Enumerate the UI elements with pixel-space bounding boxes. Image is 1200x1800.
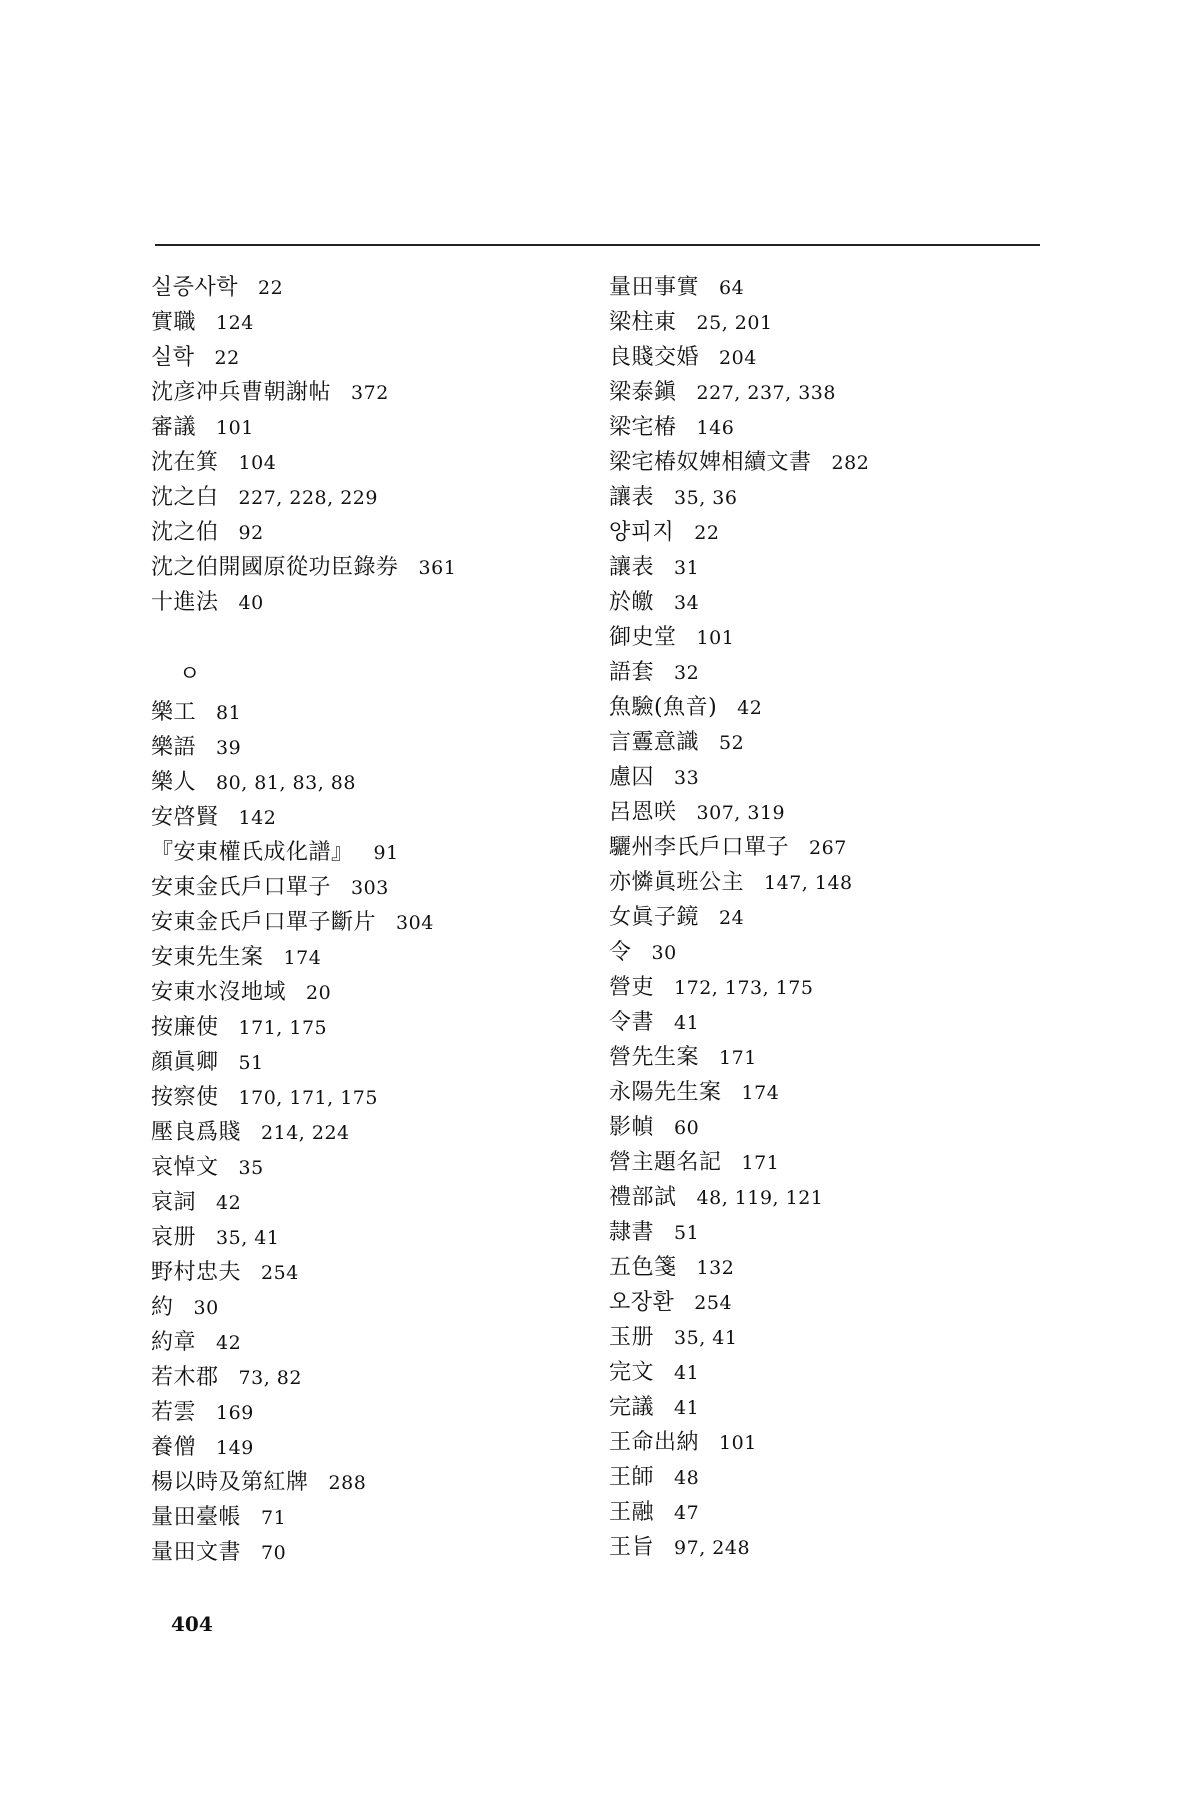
index-term: 王命出納 xyxy=(609,1430,700,1455)
page-references: 169 xyxy=(216,1402,254,1424)
index-term: 哀册 xyxy=(151,1225,197,1250)
page-references: 174 xyxy=(741,1082,780,1104)
page-references: 204 xyxy=(719,347,757,369)
page-references: 288 xyxy=(328,1472,367,1494)
page-references: 31 xyxy=(674,557,700,579)
index-term: 梁宅椿 xyxy=(609,415,677,440)
page-references: 304 xyxy=(396,912,434,934)
page-references: 30 xyxy=(193,1297,219,1319)
page-references: 60 xyxy=(674,1117,700,1139)
page-references: 25, 201 xyxy=(696,312,773,334)
index-term: 禮部試 xyxy=(609,1185,677,1210)
index-entry xyxy=(609,270,1079,305)
index-term: 營吏 xyxy=(609,975,655,1000)
index-term: 十進法 xyxy=(151,590,219,615)
index-term: 令書 xyxy=(609,1010,655,1035)
page-references: 42 xyxy=(216,1192,242,1214)
index-term: 樂語 xyxy=(151,735,197,760)
index-entry xyxy=(609,375,1079,410)
index-entry xyxy=(151,1535,581,1570)
index-entry xyxy=(151,1150,581,1185)
index-term: 五色箋 xyxy=(609,1255,677,1280)
page-references: 35 xyxy=(238,1157,264,1179)
page-references: 307, 319 xyxy=(696,802,786,824)
index-term: 按察使 xyxy=(151,1085,219,1110)
index-term: 呂恩咲 xyxy=(609,800,677,825)
index-term: 王融 xyxy=(609,1500,655,1525)
index-term: 量田事實 xyxy=(609,275,700,300)
index-entry xyxy=(609,1145,1079,1180)
index-entry xyxy=(609,690,1079,725)
page-references: 41 xyxy=(674,1362,700,1384)
index-column-left xyxy=(151,270,581,1570)
index-term: 安東金氏戶口單子 xyxy=(151,875,332,900)
index-entry xyxy=(609,970,1079,1005)
page-references: 361 xyxy=(418,557,457,579)
page-references: 104 xyxy=(238,452,277,474)
page-references: 32 xyxy=(674,662,700,684)
page-references: 24 xyxy=(719,907,745,929)
index-term: 約章 xyxy=(151,1330,197,1355)
page-references: 91 xyxy=(373,842,399,864)
index-term: 安啓賢 xyxy=(151,805,219,830)
index-term: 魚驗(魚音) xyxy=(609,695,718,720)
page-references: 174 xyxy=(283,947,322,969)
index-term: 실증사학 xyxy=(151,275,239,300)
index-term: 御史堂 xyxy=(609,625,677,650)
page-references: 101 xyxy=(696,627,735,649)
index-entry xyxy=(609,1390,1079,1425)
index-entry xyxy=(151,270,581,305)
page-references: 171, 175 xyxy=(238,1017,328,1039)
index-entry xyxy=(151,940,581,975)
page-references: 48, 119, 121 xyxy=(696,1187,824,1209)
index-term: 亦憐眞班公主 xyxy=(609,870,745,895)
index-term: 營先生案 xyxy=(609,1045,700,1070)
page-references: 22 xyxy=(694,522,720,544)
index-term: 沈之白 xyxy=(151,485,219,510)
index-entry xyxy=(151,340,581,375)
page-references: 51 xyxy=(238,1052,264,1074)
page-references: 35, 41 xyxy=(674,1327,738,1349)
index-term: 沈之伯開國原從功臣錄券 xyxy=(151,555,399,580)
page-references: 92 xyxy=(238,522,264,544)
index-entry xyxy=(609,305,1079,340)
page-references: 41 xyxy=(674,1012,700,1034)
index-entry xyxy=(151,515,581,550)
index-entry xyxy=(609,795,1079,830)
index-entry xyxy=(151,695,581,730)
index-entry xyxy=(609,410,1079,445)
page-references: 149 xyxy=(216,1437,254,1459)
index-term: 慮囚 xyxy=(609,765,655,790)
index-term: 影幀 xyxy=(609,1115,655,1140)
index-entry xyxy=(609,760,1079,795)
index-term: 令 xyxy=(609,940,632,965)
page-references: 267 xyxy=(809,837,847,859)
index-entry xyxy=(609,1460,1079,1495)
index-term: 隷書 xyxy=(609,1220,655,1245)
index-entry xyxy=(151,1115,581,1150)
index-entry xyxy=(151,410,581,445)
page-number: 404 xyxy=(171,1612,213,1636)
index-entry xyxy=(151,1395,581,1430)
page-references: 142 xyxy=(238,807,277,829)
index-term: 女眞子鏡 xyxy=(609,905,700,930)
index-entry xyxy=(151,835,581,870)
index-term: 野村忠夫 xyxy=(151,1260,242,1285)
index-term: 沈之伯 xyxy=(151,520,219,545)
index-entry xyxy=(609,1005,1079,1040)
page-references: 303 xyxy=(351,877,389,899)
page-references: 146 xyxy=(696,417,735,439)
page-references: 71 xyxy=(261,1507,287,1529)
page-references: 52 xyxy=(719,732,745,754)
index-term: 樂工 xyxy=(151,700,197,725)
page-references: 22 xyxy=(214,347,240,369)
page-references: 47 xyxy=(674,1502,700,1524)
index-entry xyxy=(151,445,581,480)
index-term: 玉册 xyxy=(609,1325,655,1350)
index-term: 按廉使 xyxy=(151,1015,219,1040)
index-term: 完文 xyxy=(609,1360,655,1385)
index-entry xyxy=(151,480,581,515)
page-references: 254 xyxy=(694,1292,733,1314)
index-entry xyxy=(609,655,1079,690)
page-references: 171 xyxy=(741,1152,780,1174)
index-term: 梁宅椿奴婢相續文書 xyxy=(609,450,812,475)
page-references: 172, 173, 175 xyxy=(674,977,814,999)
page-references: 42 xyxy=(737,697,763,719)
page-references: 51 xyxy=(674,1222,700,1244)
index-term: 量田文書 xyxy=(151,1540,242,1565)
index-entry xyxy=(609,515,1079,550)
page-references: 48 xyxy=(674,1467,700,1489)
index-term: 量田臺帳 xyxy=(151,1505,242,1530)
page-references: 20 xyxy=(306,982,332,1004)
index-entry xyxy=(151,1010,581,1045)
index-term: 王旨 xyxy=(609,1535,655,1560)
index-term: 安東水沒地域 xyxy=(151,980,287,1005)
index-entry xyxy=(151,1465,581,1500)
page-references: 39 xyxy=(216,737,242,759)
page-references: 42 xyxy=(216,1332,242,1354)
index-term: 楊以時及第紅牌 xyxy=(151,1470,309,1495)
page-references: 35, 41 xyxy=(216,1227,280,1249)
index-entry xyxy=(151,975,581,1010)
index-entry xyxy=(609,550,1079,585)
index-term: 安東先生案 xyxy=(151,945,264,970)
index-entry xyxy=(151,1360,581,1395)
page-references: 171 xyxy=(719,1047,757,1069)
index-entry xyxy=(609,1285,1079,1320)
page-references: 147, 148 xyxy=(764,872,853,894)
index-term: 梁柱東 xyxy=(609,310,677,335)
page-references: 227, 228, 229 xyxy=(238,487,378,509)
index-term: 若木郡 xyxy=(151,1365,219,1390)
index-entry xyxy=(609,900,1079,935)
index-term: 梁泰鎭 xyxy=(609,380,677,405)
page-references: 34 xyxy=(674,592,700,614)
section-letter-heading: ㅇ xyxy=(179,662,201,687)
index-entry xyxy=(609,865,1079,900)
index-entry xyxy=(609,725,1079,760)
index-term: 哀悼文 xyxy=(151,1155,219,1180)
index-entry xyxy=(609,1110,1079,1145)
index-entry xyxy=(151,1325,581,1360)
index-entry xyxy=(609,830,1079,865)
page-references: 101 xyxy=(719,1432,757,1454)
index-term: 安東金氏戶口單子斷片 xyxy=(151,910,377,935)
index-term: 若雲 xyxy=(151,1400,197,1425)
page-references: 41 xyxy=(674,1397,700,1419)
page-references: 80, 81, 83, 88 xyxy=(216,772,356,794)
index-entry xyxy=(151,305,581,340)
index-entry xyxy=(151,1500,581,1535)
section-spacer xyxy=(151,620,581,655)
index-entry xyxy=(151,585,581,620)
index-term: 顔眞卿 xyxy=(151,1050,219,1075)
index-entry xyxy=(609,935,1079,970)
index-entry xyxy=(609,620,1079,655)
page-references: 73, 82 xyxy=(238,1367,302,1389)
index-term: 讓表 xyxy=(609,485,655,510)
header-rule xyxy=(155,244,1040,246)
index-term: 良賤交婚 xyxy=(609,345,700,370)
index-entry xyxy=(151,800,581,835)
index-term: 營主題名記 xyxy=(609,1150,722,1175)
index-entry xyxy=(151,1220,581,1255)
index-entry xyxy=(609,445,1079,480)
page-references: 33 xyxy=(674,767,700,789)
index-entry xyxy=(151,905,581,940)
index-term: 王師 xyxy=(609,1465,655,1490)
index-entry xyxy=(151,730,581,765)
index-term: 『安東權氏成化譜』 xyxy=(151,840,354,865)
index-entry xyxy=(151,375,581,410)
index-term: 讓表 xyxy=(609,555,655,580)
index-entry xyxy=(609,1495,1079,1530)
index-term: 哀詞 xyxy=(151,1190,197,1215)
index-term: 양피지 xyxy=(609,520,675,545)
index-entry xyxy=(609,1250,1079,1285)
index-entry xyxy=(151,1185,581,1220)
index-entry xyxy=(151,1430,581,1465)
page-references: 22 xyxy=(258,277,284,299)
page-references: 227, 237, 338 xyxy=(696,382,836,404)
index-entry xyxy=(151,1080,581,1115)
index-term: 言霻意識 xyxy=(609,730,700,755)
index-term: 養僧 xyxy=(151,1435,197,1460)
page-references: 35, 36 xyxy=(674,487,738,509)
page-references: 64 xyxy=(719,277,745,299)
page-references: 97, 248 xyxy=(674,1537,751,1559)
index-entry xyxy=(609,340,1079,375)
index-column-right xyxy=(609,270,1079,1565)
index-entry xyxy=(609,1040,1079,1075)
index-entry xyxy=(151,550,581,585)
index-term: 審議 xyxy=(151,415,197,440)
page-references: 214, 224 xyxy=(261,1122,350,1144)
index-term: 樂人 xyxy=(151,770,197,795)
index-entry xyxy=(151,765,581,800)
index-entry xyxy=(609,480,1079,515)
index-term: 語套 xyxy=(609,660,655,685)
index-entry xyxy=(609,1075,1079,1110)
index-term: 沈彦冲兵曹朝謝帖 xyxy=(151,380,332,405)
index-entry xyxy=(609,585,1079,620)
index-entry xyxy=(151,1045,581,1080)
index-term: 永陽先生案 xyxy=(609,1080,722,1105)
index-term: 約 xyxy=(151,1295,174,1320)
page-references: 170, 171, 175 xyxy=(238,1087,378,1109)
index-term: 實職 xyxy=(151,310,197,335)
page-references: 282 xyxy=(831,452,870,474)
page-references: 101 xyxy=(216,417,254,439)
index-entry xyxy=(609,1215,1079,1250)
index-entry xyxy=(609,1180,1079,1215)
page-references: 70 xyxy=(261,1542,287,1564)
index-entry xyxy=(609,1320,1079,1355)
index-entry xyxy=(609,1530,1079,1565)
index-term: 完議 xyxy=(609,1395,655,1420)
page-references: 372 xyxy=(351,382,389,404)
page-references: 124 xyxy=(216,312,254,334)
index-entry xyxy=(609,1425,1079,1460)
index-term: 沈在箕 xyxy=(151,450,219,475)
index-term: 於皦 xyxy=(609,590,655,615)
index-entry xyxy=(151,870,581,905)
index-term: 실학 xyxy=(151,345,195,370)
page-references: 132 xyxy=(696,1257,735,1279)
page-references: 81 xyxy=(216,702,242,724)
index-term: 驪州李氏戶口單子 xyxy=(609,835,790,860)
index-term: 壓良爲賤 xyxy=(151,1120,242,1145)
page-references: 30 xyxy=(651,942,677,964)
index-entry xyxy=(609,1355,1079,1390)
page-references: 254 xyxy=(261,1262,299,1284)
page-references: 40 xyxy=(238,592,264,614)
index-entry xyxy=(151,1255,581,1290)
index-term: 오장환 xyxy=(609,1290,675,1315)
index-entry xyxy=(151,1290,581,1325)
